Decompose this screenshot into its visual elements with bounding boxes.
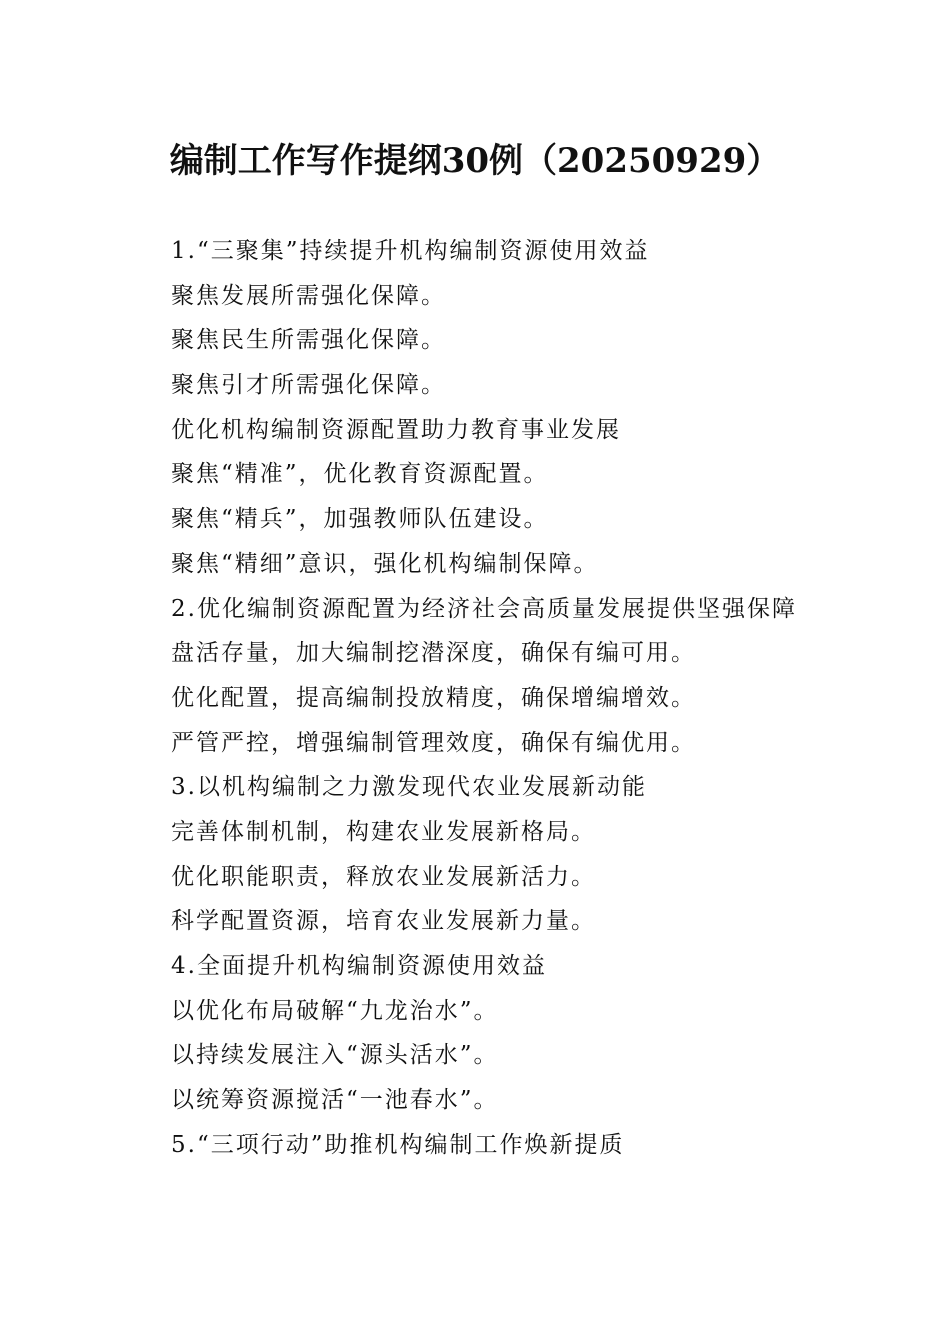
text-line: 严管严控，增强编制管理效度，确保有编优用。 [171, 729, 696, 756]
text-line: 优化配置，提高编制投放精度，确保增编增效。 [171, 684, 696, 711]
text-line: 聚焦民生所需强化保障。 [171, 327, 446, 354]
text-line: 聚焦发展所需强化保障。 [171, 282, 446, 309]
text-line: 以统筹资源搅活“一池春水”。 [171, 1087, 499, 1114]
text-line: 以持续发展注入“源头活水”。 [171, 1042, 499, 1069]
text-line: 3.以机构编制之力激发现代农业发展新动能 [171, 774, 647, 801]
text-line: 5.“三项行动”助推机构编制工作焕新提质 [171, 1131, 625, 1158]
text-line: 优化机构编制资源配置助力教育事业发展 [171, 416, 621, 443]
text-line: 完善体制机制，构建农业发展新格局。 [171, 818, 596, 845]
document-title: 编制工作写作提纲30例（20250929） [169, 141, 781, 181]
text-line: 盘活存量，加大编制挖潜深度，确保有编可用。 [171, 640, 696, 667]
text-line: 2.优化编制资源配置为经济社会高质量发展提供坚强保障 [171, 595, 797, 622]
text-line: 聚焦“精准”，优化教育资源配置。 [171, 461, 549, 488]
text-line: 聚焦“精细”意识，强化机构编制保障。 [171, 550, 599, 577]
text-line: 1.“三聚集”持续提升机构编制资源使用效益 [171, 238, 650, 264]
text-line: 聚焦引才所需强化保障。 [171, 372, 446, 399]
text-line: 科学配置资源，培育农业发展新力量。 [171, 908, 596, 935]
text-line: 优化职能职责，释放农业发展新活力。 [171, 863, 596, 890]
text-line: 4.全面提升机构编制资源使用效益 [171, 953, 547, 979]
text-line: 聚焦“精兵”，加强教师队伍建设。 [171, 506, 549, 533]
document-body [171, 229, 871, 1167]
text-line: 以优化布局破解“九龙治水”。 [171, 997, 499, 1024]
